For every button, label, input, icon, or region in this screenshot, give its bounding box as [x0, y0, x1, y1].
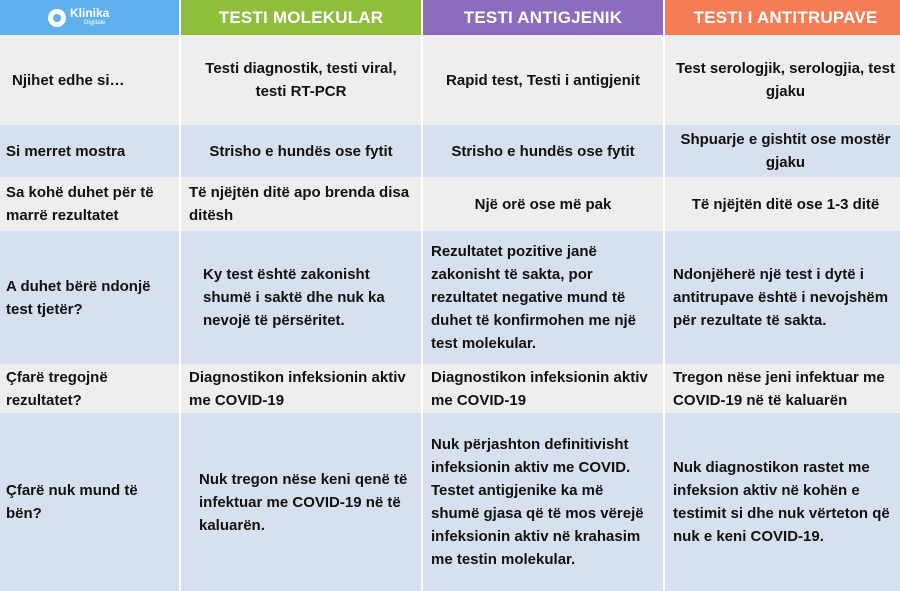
header-antitrupave: TESTI I ANTITRUPAVE	[665, 0, 900, 35]
cell-antigjenik: Nuk përjashton definitivisht infeksionin aktiv me COVID. Testet antigjenike ka më shumë gjasa që të mos vërejë infeksionin aktiv në krahasim me testin molekular.	[423, 413, 663, 591]
cell-antigjenik: Rapid test, Testi i antigjenit	[423, 35, 663, 125]
row-label: Sa kohë duhet për të marrë rezultatet	[0, 177, 179, 231]
cell-molekular: Të njëjtën ditë apo brenda disa ditësh	[181, 177, 421, 231]
cell-antitrupave: Të njëjtën ditë ose 1-3 ditë	[665, 177, 900, 231]
cell-molekular: Ky test është zakonisht shumë i saktë dhe nuk ka nevojë të përsëritet.	[181, 231, 421, 364]
cell-antigjenik: Rezultatet pozitive janë zakonisht të sakta, por rezultatet negative mund të duhet të konfirmohen me një test molekular.	[423, 231, 663, 364]
cell-antitrupave: Shpuarje e gishtit ose mostër gjaku	[665, 125, 900, 177]
row-label: Çfarë nuk mund të bën?	[0, 413, 179, 591]
cell-antigjenik: Strisho e hundës ose fytit	[423, 125, 663, 177]
cell-molekular: Diagnostikon infeksionin aktiv me COVID-19	[181, 364, 421, 413]
header-molekular: TESTI MOLEKULAR	[181, 0, 421, 35]
cell-molekular: Strisho e hundës ose fytit	[181, 125, 421, 177]
row-label: Njihet edhe si…	[0, 35, 179, 125]
cell-molekular: Nuk tregon nëse keni qenë të infektuar me COVID-19 në të kaluarën.	[181, 413, 421, 591]
row-label: Si merret mostra	[0, 125, 179, 177]
cell-antigjenik: Një orë ose më pak	[423, 177, 663, 231]
logo-subtitle: Digjitale	[84, 19, 106, 26]
cell-antitrupave: Test serologjik, serologjia, test gjaku	[665, 35, 900, 125]
cell-antigjenik: Diagnostikon infeksionin aktiv me COVID-19	[423, 364, 663, 413]
logo-name: Klinika	[70, 5, 110, 20]
header-antigjenik: TESTI ANTIGJENIK	[423, 0, 663, 35]
row-label: Çfarë tregojnë rezultatet?	[0, 364, 179, 413]
cell-antitrupave: Tregon nëse jeni infektuar me COVID-19 në të kaluarën	[665, 364, 900, 413]
cell-antitrupave: Nuk diagnostikon rastet me infeksion aktiv në kohën e testimit si dhe nuk vërteton që nuk e keni COVID-19.	[665, 413, 900, 591]
logo-cell	[0, 0, 179, 35]
cell-molekular: Testi diagnostik, testi viral, testi RT-PCR	[181, 35, 421, 125]
cell-antitrupave: Ndonjëherë një test i dytë i antitrupave është i nevojshëm për rezultate të sakta.	[665, 231, 900, 364]
heart-pulse-icon	[48, 9, 66, 27]
logo	[48, 5, 110, 28]
row-label: A duhet bërë ndonjë test tjetër?	[0, 231, 179, 364]
